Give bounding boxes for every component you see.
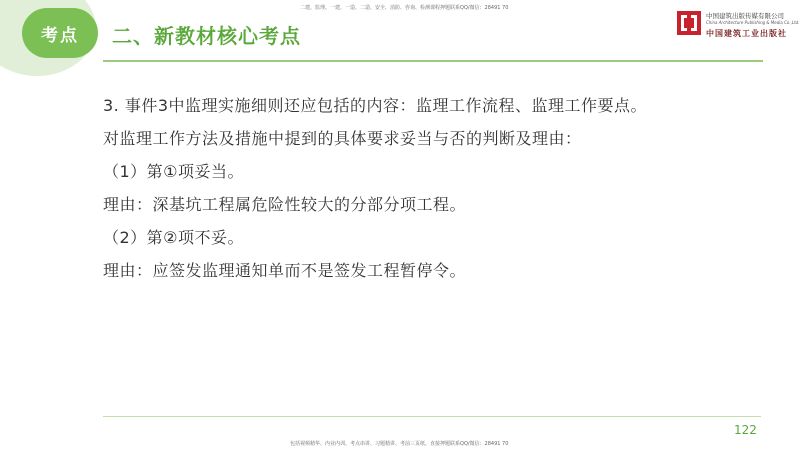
- content-line: 理由：应签发监理通知单而不是签发工程暂停令。: [103, 261, 467, 280]
- header-divider: [103, 60, 763, 62]
- content-line: 对监理工作方法及措施中提到的具体要求妥当与否的判断及理由：: [103, 129, 582, 148]
- answer-content: [103, 96, 763, 294]
- publisher-logo: [676, 8, 800, 42]
- publisher-name-en: China Architecture Publishing & Media Co.,Ltd.: [706, 20, 800, 25]
- watermark-bottom: 包括视频精华、内业内训、考点串讲、习题精讲、考前三页纸、直接押题联系QQ/微信：28491 70: [290, 441, 509, 447]
- publisher-name-calligraphy: 中国建筑工业出版社: [706, 29, 787, 38]
- topic-badge: 考点: [22, 8, 98, 58]
- footer-divider: [103, 416, 761, 417]
- content-line: 3. 事件3中监理实施细则还应包括的内容：监理工作流程、监理工作要点。: [103, 96, 648, 115]
- section-title: 二、新教材核心考点: [112, 24, 301, 48]
- page-number: 122: [734, 423, 757, 437]
- content-line: （2）第②项不妥。: [103, 228, 245, 247]
- publisher-logo-icon: [676, 10, 702, 36]
- publisher-name-cn: 中国建筑出版传媒有限公司: [706, 12, 784, 20]
- watermark-top: 二建、监理、一建、一造、二造、安全、消防、咨询、检测课程押题联系QQ/微信：28491 70: [300, 5, 509, 11]
- content-line: 理由：深基坑工程属危险性较大的分部分项工程。: [103, 195, 467, 214]
- content-line: （1）第①项妥当。: [103, 162, 245, 181]
